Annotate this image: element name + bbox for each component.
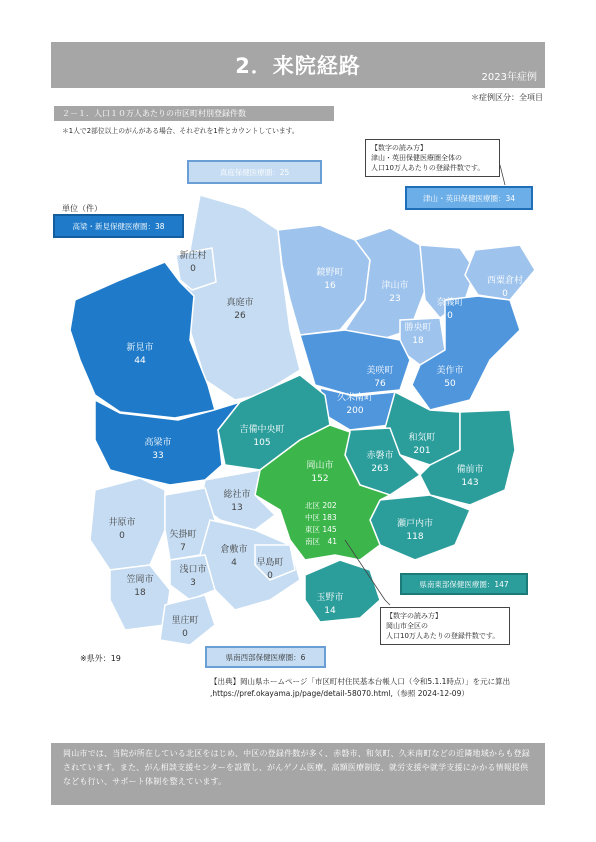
count-note: ＊1人で2部位以上のがんがある場合、それぞれを1件とカウントしています。: [62, 127, 299, 135]
municipality-name: 西粟倉村: [486, 276, 524, 286]
municipality-value: 263: [371, 464, 389, 474]
municipality-name: 総社市: [223, 490, 251, 500]
municipality-name: 和気町: [408, 433, 436, 443]
municipality-value: 0: [447, 311, 453, 321]
municipality-value: 14: [324, 606, 336, 616]
region-box-maniwa: 真庭保健医療圏：25: [187, 160, 322, 184]
summary-text: 岡山市では、当院が所在している北区をはじめ、中区の登録件数が多く、赤磐市、和気町、久米南町などの近隣地域からも登録されています。また、がん相談支援センターを設置し、がんゲノム医療、高額医療制度、就労支援や就学支援にかかる情報提供なども行い、サポート体制を整えています。: [63, 749, 530, 786]
callout-bottom-line1: 岡山市全区の: [386, 622, 428, 630]
municipality-value: 118: [406, 532, 424, 542]
municipality-value: 33: [152, 451, 164, 461]
municipality-name: 矢掛町: [169, 530, 197, 540]
municipality-name: 新庄村: [179, 251, 207, 261]
municipality-name: 津山市: [381, 281, 409, 291]
municipality-value: 44: [134, 356, 146, 366]
region-box-tsuyama: 津山・英田保健医療圏：34: [405, 186, 533, 210]
region-nishiawakura: [465, 245, 535, 300]
unit-label: 単位（件）: [62, 204, 102, 213]
municipality-name: 真庭市: [226, 298, 254, 308]
municipality-name: 笠岡市: [126, 575, 154, 585]
municipality-value: 143: [461, 478, 479, 488]
municipality-value: 0: [267, 571, 273, 581]
municipality-value: 105: [253, 438, 271, 448]
municipality-name: 瀬戸内市: [396, 519, 434, 529]
okayama-ward: 南区 41: [305, 537, 338, 546]
callout-top-line2: 人口10万人あたりの登録件数です。: [371, 164, 485, 172]
municipality-name: 浅口市: [179, 565, 207, 575]
municipality-name: 久米南町: [336, 393, 374, 403]
municipality-name: 鏡野町: [316, 268, 344, 278]
municipality-name: 里庄町: [171, 616, 199, 626]
callout-bottom-heading: 【数字の読み方】: [386, 612, 442, 620]
callout-top-heading: 【数字の読み方】: [371, 144, 427, 152]
region-box-southeast: 県南東部保健医療圏：147: [400, 573, 528, 595]
municipality-name: 玉野市: [316, 593, 344, 603]
source-note: [210, 676, 530, 700]
municipality-name: 備前市: [456, 465, 484, 475]
municipality-value: 201: [413, 446, 431, 456]
municipality-name: 倉敷市: [220, 545, 248, 555]
callout-bottom-line2: 人口10万人あたりの登録件数です。: [386, 632, 500, 640]
municipality-value: 18: [134, 588, 146, 598]
municipality-value: 50: [444, 379, 456, 389]
callout-reading-bottom: [380, 607, 510, 645]
municipality-value: 4: [231, 558, 237, 568]
case-category-note: ＊症例区分：全項目: [471, 93, 543, 102]
source-line1: 【出典】岡山県ホームページ「市区町村住民基本台帳人口（令和5.1.1時点）」を元に算出: [210, 677, 511, 686]
region-misaki: [300, 330, 410, 395]
municipality-value: 0: [190, 264, 196, 274]
municipality-value: 76: [374, 379, 386, 389]
outside-prefecture: ※県外：19: [80, 654, 121, 663]
okayama-ward: 中区 183: [305, 513, 337, 522]
region-box-southwest: 県南西部保健医療圏：6: [205, 646, 326, 668]
page-title: 2．来院経路: [235, 54, 361, 78]
municipality-value: 0: [182, 629, 188, 639]
region-box-takahashi: 高梁・新見保健医療圏：38: [53, 214, 184, 238]
municipality-value: 200: [346, 406, 364, 416]
municipality-name: 早島町: [256, 558, 284, 568]
municipality-name: 岡山市: [306, 461, 334, 471]
municipality-name: 美咲町: [366, 366, 394, 376]
municipality-name: 吉備中央町: [239, 425, 285, 435]
callout-top-line1: 津山・英田保健医療圏全体の: [371, 154, 462, 162]
municipality-value: 3: [190, 578, 196, 588]
municipality-value: 152: [311, 474, 329, 484]
municipality-value: 13: [231, 503, 243, 513]
municipality-name: 新見市: [126, 343, 154, 353]
municipality-value: 0: [502, 289, 508, 299]
municipality-value: 16: [324, 281, 336, 291]
municipality-name: 勝央町: [404, 323, 432, 333]
municipality-name: 赤磐市: [366, 451, 394, 461]
page-year: 2023年症例: [481, 72, 537, 83]
municipality-value: 0: [119, 531, 125, 541]
okayama-ward: 東区 145: [305, 525, 337, 534]
municipality-value: 26: [234, 311, 246, 321]
municipality-value: 7: [180, 543, 186, 553]
okayama-ward: 北区 202: [305, 501, 337, 510]
callout-reading-top: [365, 139, 500, 177]
municipality-value: 18: [412, 336, 424, 346]
municipality-name: 美作市: [436, 366, 464, 376]
source-line2: ,https://pref.okayama.jp/page/detail-58070.html,（参照 2024-12-09）: [210, 689, 469, 698]
municipality-name: 高梁市: [144, 438, 172, 448]
summary-box: [51, 743, 545, 805]
municipality-name: 井原市: [108, 518, 136, 528]
region-tamano: [305, 560, 380, 622]
municipality-value: 23: [389, 294, 401, 304]
section-title: ２－１．人口１０万人あたりの市区町村別登録件数: [62, 109, 246, 118]
municipality-name: 奈義町: [436, 298, 464, 308]
